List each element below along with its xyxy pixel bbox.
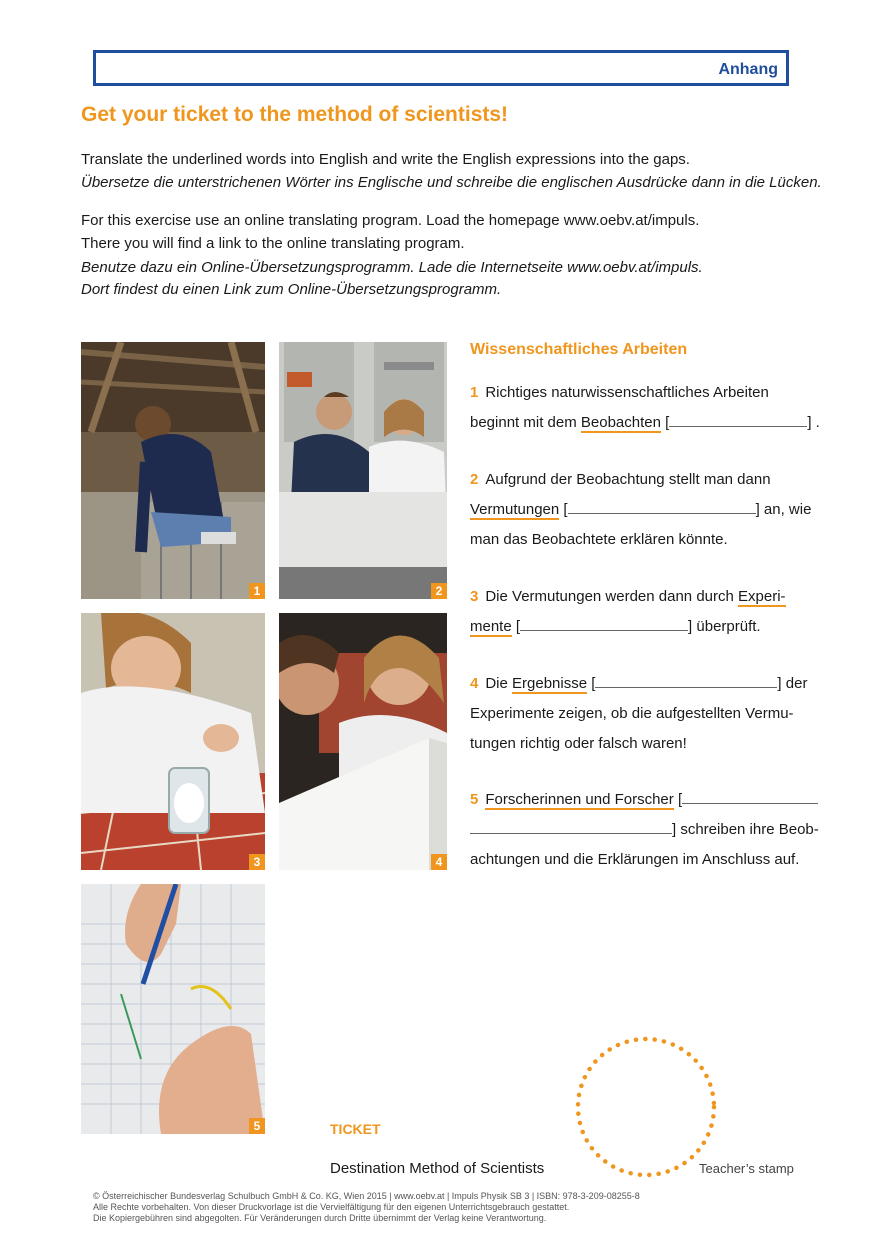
photo-number-4: 4 bbox=[431, 854, 447, 870]
footer-line-2: Alle Rechte vorbehalten. Von dieser Druckvorlage ist die Vervielfältigung für den eigenen Unterrichtsgebrauch gestattet. bbox=[93, 1202, 570, 1212]
ticket-label: TICKET bbox=[330, 1121, 381, 1137]
q4-line-1 bbox=[470, 675, 807, 692]
q5-underlined-words: Forscherinnen und Forscher bbox=[485, 791, 674, 808]
header-label: Anhang bbox=[718, 61, 778, 78]
q4-bracket-close: ] der bbox=[777, 675, 808, 692]
q3-line-1 bbox=[470, 588, 786, 605]
photo-1 bbox=[81, 342, 265, 599]
q5-line-3: achtungen und die Erklärungen im Anschluss auf. bbox=[470, 851, 800, 868]
q1-underlined-word: Beobachten bbox=[580, 414, 661, 431]
q4-text-a: Die bbox=[485, 675, 513, 692]
intro-line-3-de: Dort findest du einen Link zum Online-Übersetzungsprogramm. bbox=[81, 281, 502, 298]
q1-bracket-open: [ bbox=[660, 414, 670, 431]
q1-line-2 bbox=[470, 414, 820, 431]
q4-underlined-word: Ergebnisse bbox=[512, 675, 588, 692]
stamp-label: Teacher’s stamp bbox=[699, 1161, 794, 1176]
q5-line-2 bbox=[470, 821, 819, 838]
q2-line-3: man das Beobachtete erklären könnte. bbox=[470, 531, 728, 548]
q2-bracket-open: [ bbox=[559, 501, 568, 518]
section-title: Wissenschaftliches Arbeiten bbox=[470, 341, 688, 358]
header-box bbox=[93, 50, 789, 86]
stamp-circle bbox=[574, 1035, 718, 1179]
q1-text-a: Richtiges naturwissenschaftliches Arbeiten bbox=[485, 384, 769, 401]
q1-number: 1 bbox=[470, 384, 479, 401]
q3-number: 3 bbox=[470, 588, 479, 605]
q3-underlined-word-a: Experi- bbox=[738, 588, 786, 605]
q4-line-2: Experimente zeigen, ob die aufgestellten Vermu- bbox=[470, 705, 794, 722]
q4-bracket-open: [ bbox=[587, 675, 596, 692]
photo-3 bbox=[81, 613, 265, 870]
q3-answer-gap[interactable] bbox=[520, 618, 688, 631]
q5-number: 5 bbox=[470, 791, 479, 808]
q5-bracket-close: ] schreiben ihre Beob- bbox=[672, 821, 819, 838]
q4-line-3: tungen richtig oder falsch waren! bbox=[470, 735, 687, 752]
q5-bracket-open: [ bbox=[673, 791, 683, 808]
q3-underlined-word-b: mente bbox=[470, 618, 512, 635]
photo-4 bbox=[279, 613, 447, 870]
q2-line-1 bbox=[470, 471, 771, 488]
q3-line-2 bbox=[470, 618, 761, 635]
q2-line-2 bbox=[470, 501, 811, 518]
q3-bracket-open: [ bbox=[511, 618, 521, 635]
q2-number: 2 bbox=[470, 471, 479, 488]
q1-text-b: beginnt mit dem bbox=[470, 414, 581, 431]
q1-answer-gap[interactable] bbox=[669, 414, 807, 427]
photo-5 bbox=[81, 884, 265, 1134]
q4-answer-gap[interactable] bbox=[595, 675, 777, 688]
q4-number: 4 bbox=[470, 675, 479, 692]
q5-line-1 bbox=[470, 791, 818, 808]
photo-number-1: 1 bbox=[249, 583, 265, 599]
q5-answer-gap-b[interactable] bbox=[470, 821, 672, 834]
page-title: Get your ticket to the method of scientists! bbox=[81, 103, 509, 126]
intro-line-2: For this exercise use an online translating program. Load the homepage www.oebv.at/impuls. bbox=[81, 212, 700, 229]
q1-bracket-close: ] . bbox=[807, 414, 820, 431]
intro-line-2-de: Benutze dazu ein Online-Übersetzungsprogramm. Lade die Internetseite www.oebv.at/impuls. bbox=[81, 259, 703, 276]
intro-line-1: Translate the underlined words into English and write the English expressions into the gaps. bbox=[81, 151, 690, 168]
q2-answer-gap[interactable] bbox=[568, 501, 756, 514]
q2-text-a: Aufgrund der Beobachtung stellt man dann bbox=[485, 471, 771, 488]
q3-bracket-close: ] überprüft. bbox=[688, 618, 761, 635]
intro-line-1-de: Übersetze die unterstrichenen Wörter ins Englische und schreibe die englischen Ausdrücke dann in die Lücken. bbox=[81, 174, 822, 191]
footer-line-1: © Österreichischer Bundesverlag Schulbuch GmbH & Co. KG, Wien 2015 | www.oebv.at | Impuls Physik SB 3 | ISBN: 978-3-209-08255-8 bbox=[93, 1191, 640, 1201]
q1-line-1 bbox=[470, 384, 769, 401]
intro-line-3: There you will find a link to the online translating program. bbox=[81, 235, 465, 252]
q5-answer-gap-a[interactable] bbox=[682, 791, 818, 804]
ticket-destination: Destination Method of Scientists bbox=[330, 1160, 545, 1177]
photo-2 bbox=[279, 342, 447, 599]
photo-number-5: 5 bbox=[249, 1118, 265, 1134]
photo-number-2: 2 bbox=[431, 583, 447, 599]
footer-line-3: Die Kopiergebühren sind abgegolten. Für Veränderungen durch Dritte übernimmt der Verlag keine Verantwortung. bbox=[93, 1213, 547, 1223]
q3-text-a: Die Vermutungen werden dann durch bbox=[485, 588, 739, 605]
photo-number-3: 3 bbox=[249, 854, 265, 870]
q2-bracket-close: ] an, wie bbox=[755, 501, 812, 518]
q2-underlined-word: Vermutungen bbox=[470, 501, 560, 518]
footer bbox=[93, 1191, 640, 1224]
